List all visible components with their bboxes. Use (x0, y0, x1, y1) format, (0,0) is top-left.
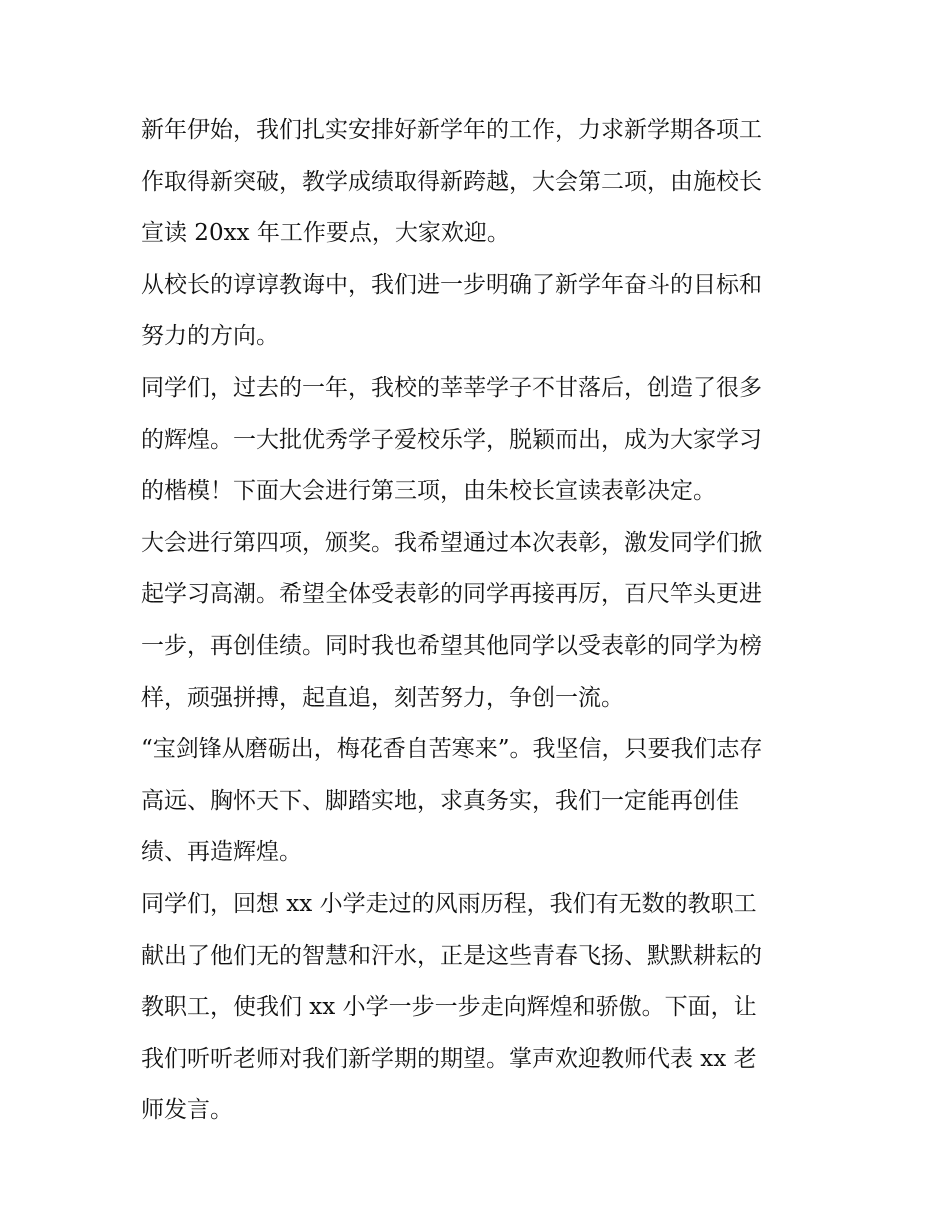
paragraph-2 (141, 260, 813, 363)
text-line: 起学习高潮。希望全体受表彰的同学再接再厉，百尺竿头更进 (141, 581, 762, 608)
text-line: 同学们，回想 xx 小学走过的风雨历程，我们有无数的教职工 (141, 890, 757, 917)
document-body (141, 105, 813, 1137)
text-line: 新年伊始，我们扎实安排好新学年的工作，力求新学期各项工 (141, 117, 762, 143)
text-line: 宣读 20xx 年工作要点，大家欢迎。 (141, 220, 510, 247)
text-line: 的楷模！下面大会进行第三项，由朱校长宣读表彰决定。 (141, 478, 716, 505)
text-line: 从校长的谆谆教诲中，我们进一步明确了新学年奋斗的目标和 (141, 271, 762, 298)
text-line: 样，顽强拼搏，起直追，刻苦努力，争创一流。 (141, 684, 624, 711)
text-line: 同学们，过去的一年，我校的莘莘学子不甘落后，创造了很多 (141, 374, 762, 401)
text-line: 我们听听老师对我们新学期的期望。掌声欢迎教师代表 xx 老 (141, 1045, 757, 1072)
text-line: 努力的方向。 (141, 323, 279, 350)
text-line: “宝剑锋从磨砺出，梅花香自苦寒来”。我坚信，只要我们志存 (141, 736, 763, 763)
text-line: 献出了他们无的智慧和汗水，正是这些青春飞扬、默默耕耘的 (141, 942, 762, 969)
paragraph-6 (141, 879, 813, 1137)
text-line: 的辉煌。一大批优秀学子爱校乐学，脱颖而出，成为大家学习 (141, 426, 762, 453)
paragraph-3 (141, 363, 813, 518)
paragraph-1 (141, 105, 813, 260)
paragraph-4 (141, 518, 813, 724)
text-line: 一步，再创佳绩。同时我也希望其他同学以受表彰的同学为榜 (141, 632, 762, 659)
text-line: 教职工，使我们 xx 小学一步一步走向辉煌和骄傲。下面，让 (141, 994, 757, 1021)
text-line: 师发言。 (141, 1097, 233, 1124)
text-line: 绩、再造辉煌。 (141, 839, 302, 866)
text-line: 作取得新突破，教学成绩取得新跨越，大会第二项，由施校长 (141, 168, 762, 195)
paragraph-5 (141, 724, 813, 879)
text-line: 大会进行第四项，颁奖。我希望通过本次表彰，激发同学们掀 (141, 529, 762, 556)
text-line: 高远、胸怀天下、脚踏实地，求真务实，我们一定能再创佳 (141, 787, 739, 814)
